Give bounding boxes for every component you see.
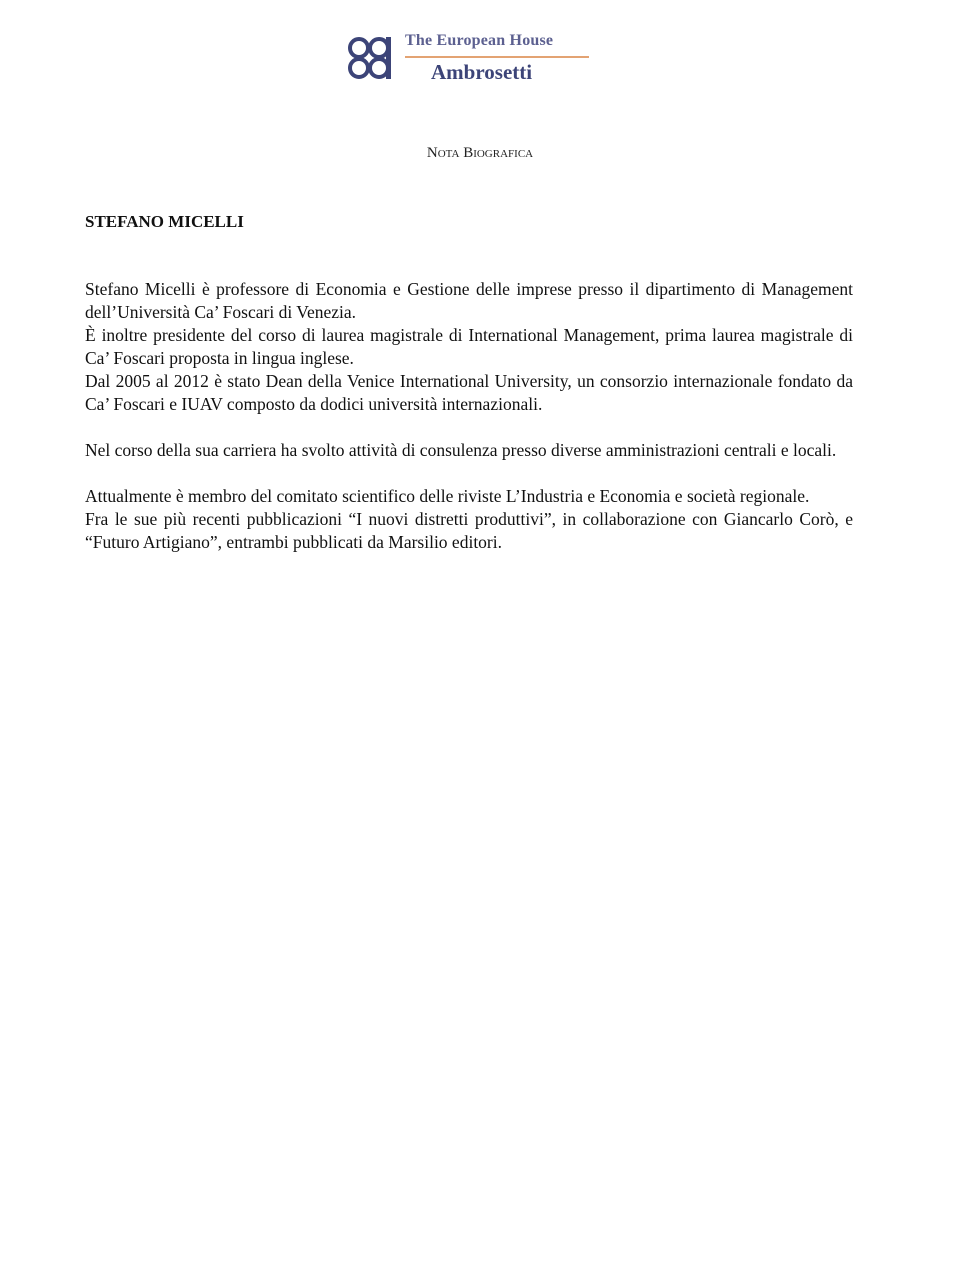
biography-paragraph: Attualmente è membro del comitato scientifico delle riviste L’Industria e Economia e società regionale. xyxy=(85,486,810,506)
company-logo xyxy=(345,30,595,88)
section-title: Nota Biografica xyxy=(426,145,534,161)
biography-paragraph: Nel corso della sua carriera ha svolto attività di consulenza presso diverse amministrazioni centrali e locali. xyxy=(85,440,837,460)
logo-text-line1: The European House xyxy=(405,32,554,49)
logo-divider xyxy=(405,56,589,58)
biography-paragraph: Stefano Micelli è professore di Economia e Gestione delle imprese presso il dipartimento di Management dell’Università Ca’ Foscari di Venezia. xyxy=(85,279,853,322)
paragraph-spacer xyxy=(85,416,853,439)
biography-paragraph: Fra le sue più recenti pubblicazioni “I nuovi distretti produttivi”, in collaborazione con Giancarlo Corò, e “Futuro Artigiano”, entrambi pubblicati da Marsilio editori. xyxy=(85,509,853,552)
biography-text xyxy=(85,278,853,554)
biography-paragraph: È inoltre presidente del corso di laurea magistrale di International Management, prima laurea magistrale di Ca’ Foscari proposta in lingua inglese. xyxy=(85,325,853,368)
ambrosetti-logo-icon xyxy=(345,34,397,82)
person-name: STEFANO MICELLI xyxy=(85,212,244,231)
paragraph-spacer xyxy=(85,462,853,485)
biography-paragraph: Dal 2005 al 2012 è stato Dean della Venice International University, un consorzio internazionale fondato da Ca’ Foscari e IUAV composto da dodici università internazionali. xyxy=(85,371,853,414)
logo-text-line2: Ambrosetti xyxy=(431,60,533,84)
